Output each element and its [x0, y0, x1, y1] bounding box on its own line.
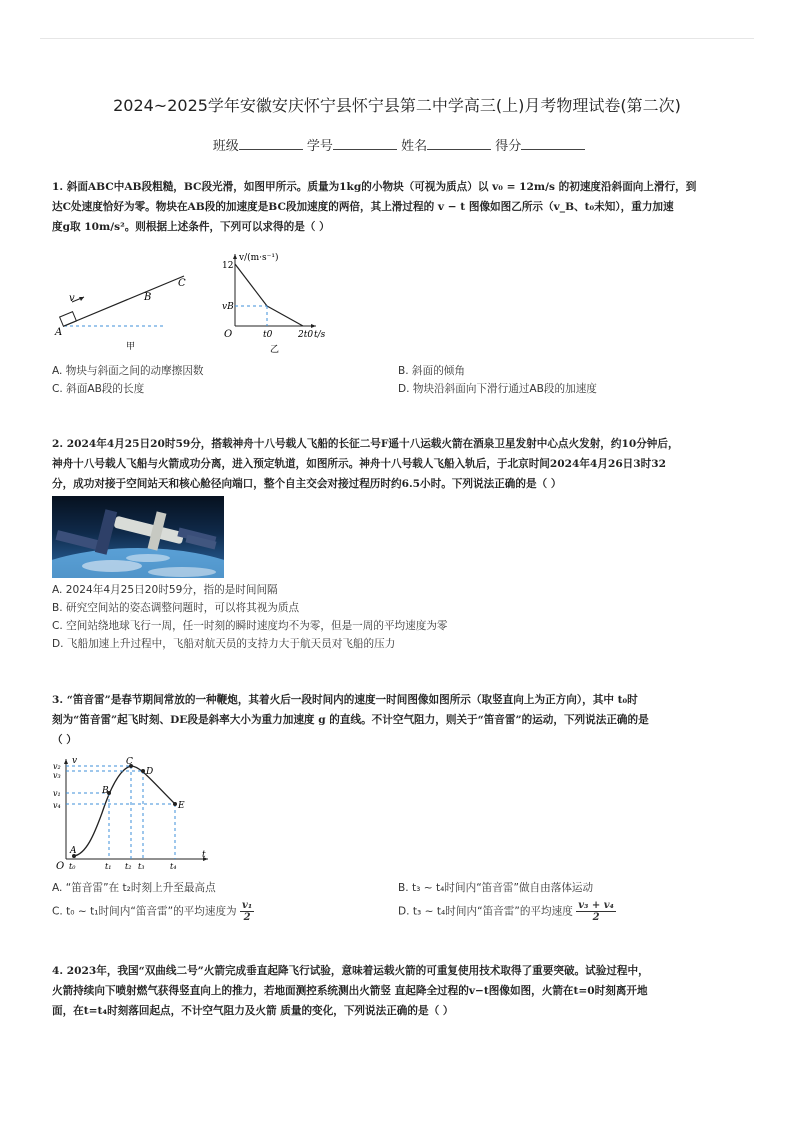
q4-line3: 面，在t=t₄时刻落回起点，不计空气阻力及火箭 质量的变化，下列说法正确的是（ ） [52, 1005, 454, 1017]
jia-label-B: B [144, 292, 152, 303]
figure-yi-vt-graph [222, 252, 326, 355]
q4-line1: 4. 2023年，我国“双曲线二号”火箭完成垂直起降飞行试验，意味着运载火箭的可重复使用技术取得了重要突破。试验过程中， [52, 965, 649, 977]
q3-line2: 刻为“笛音雷”起飞时刻、DE段是斜率大小为重力加速度 g 的直线。不计空气阻力，则关于“笛音雷”的运动，下列说法正确的是 [52, 714, 649, 726]
space-station-photo [52, 496, 224, 578]
q3-line3: （ ） [52, 734, 77, 746]
q2-line1: 2. 2024年4月25日20时59分，搭载神舟十八号载人飞船的长征二号F遥十八运载火箭在酒泉卫星发射中心点火发射，约10分钟后， [52, 438, 679, 450]
yi-tick-t0: t0 [263, 330, 273, 340]
q2-option-b[interactable]: B. 研究空间站的姿态调整问题时，可以将其视为质点 [52, 602, 300, 614]
q2-stem [52, 434, 744, 494]
yi-xlabel: t/s [314, 330, 326, 340]
yi-ylabel: v/(m·s⁻¹) [239, 253, 279, 263]
q2-line2: 神舟十八号载人飞船与火箭成功分离，进入预定轨道，如图所示。神舟十八号载人飞船入轨后，于北京时间2024年4月26日3时32 [52, 458, 666, 470]
yi-caption: 乙 [270, 345, 280, 355]
yi-tick-12: 12 [222, 261, 234, 271]
q3-option-d-text: D. t₃ ~ t₄时间内“笛音雷”的平均速度 [398, 905, 577, 918]
q1-figures [52, 246, 352, 360]
score-field[interactable] [521, 137, 585, 150]
q3-tick-v4: v₄ [53, 801, 61, 810]
q3-option-d[interactable] [398, 900, 616, 923]
q3-option-d-denominator: 2 [592, 912, 600, 923]
q1-option-a[interactable]: A. 物块与斜面之间的动摩擦因数 [52, 365, 204, 377]
header-rule [40, 38, 754, 39]
q3-point-E: E [178, 801, 185, 811]
q1-option-c[interactable]: C. 斜面AB段的长度 [52, 383, 145, 395]
q3-option-c-numerator: v₁ [242, 900, 253, 911]
q3-option-d-numerator: v₃ + v₄ [578, 900, 614, 911]
q1-line2: 达C处速度恰好为零。物块在AB段的加速度是BC段加速度的两倍，其上滑过程的 v − t 图像如图乙所示（v_B、t₀未知），重力加速 [52, 201, 674, 213]
q1-option-b[interactable]: B. 斜面的倾角 [398, 365, 465, 377]
jia-caption: 甲 [126, 342, 136, 352]
q3-vt-graph [52, 755, 217, 877]
q3-point-D: D [146, 767, 154, 777]
class-field[interactable] [239, 137, 303, 150]
jia-label-v: v [69, 293, 75, 304]
q3-option-d-fraction [576, 900, 616, 923]
yi-tick-vB: vB [222, 302, 234, 312]
q1-line1: 1. 斜面ABC中AB段粗糙，BC段光滑，如图甲所示。质量为1kg的小物块（可视为质点）以 v₀ = 12m/s 的初速度沿斜面向上滑行，到 [52, 181, 697, 193]
q3-tick-t3: t₃ [138, 862, 145, 871]
q3-tick-t2: t₂ [125, 862, 132, 871]
q1-stem [52, 177, 744, 237]
yi-origin: O [224, 329, 233, 340]
q3-tick-v3: v₃ [53, 771, 61, 780]
q3-point-A: A [70, 846, 77, 856]
q4-stem [52, 961, 744, 1021]
score-label: 得分 [495, 139, 522, 154]
class-label: 班级 [212, 139, 239, 154]
q3-tick-v1: v₁ [53, 789, 61, 798]
q3-option-b[interactable]: B. t₃ ~ t₄时间内“笛音雷”做自由落体运动 [398, 882, 594, 894]
q2-option-d[interactable]: D. 飞船加速上升过程中，飞船对航天员的支持力大于航天员对飞船的压力 [52, 638, 396, 650]
student-info-line [0, 135, 794, 154]
q2-line3: 分，成功对接于空间站天和核心舱径向端口，整个自主交会对接过程历时约6.5小时。下列说法正确的是（ ） [52, 478, 562, 490]
q3-line1: 3. “笛音雷”是春节期间常放的一种鞭炮，其着火后一段时间内的速度一时间图像如图所示（取竖直向上为正方向），其中 t₀时 [52, 694, 638, 706]
q3-stem [52, 690, 744, 750]
q3-point-C: C [126, 757, 133, 767]
q3-option-c-denominator: 2 [243, 912, 251, 923]
q3-tick-t1: t₁ [105, 862, 112, 871]
q3-tick-v2: v₂ [53, 762, 61, 771]
q3-point-B: B [102, 786, 109, 796]
q3-option-c-fraction [240, 900, 254, 923]
figure-jia-incline [54, 276, 186, 352]
jia-label-A: A [55, 327, 63, 338]
q4-line2: 火箭持续向下喷射燃气获得竖直向上的推力，若地面测控系统测出火箭竖 直起降全过程的v−t图像如图，火箭在t=0时刻离开地 [52, 985, 648, 997]
q3-option-c-text: C. t₀ ~ t₁时间内“笛音雷”的平均速度为 [52, 905, 241, 918]
q3-tick-t4: t₄ [170, 862, 177, 871]
q3-tick-t0: t₀ [69, 862, 76, 871]
q2-option-a[interactable]: A. 2024年4月25日20时59分，指的是时间间隔 [52, 584, 278, 596]
q3-origin: O [56, 861, 65, 872]
name-field[interactable] [427, 137, 491, 150]
number-field[interactable] [333, 137, 397, 150]
q2-option-c[interactable]: C. 空间站绕地球飞行一周，任一时刻的瞬时速度均不为零，但是一周的平均速度为零 [52, 620, 448, 632]
q1-option-d[interactable]: D. 物块沿斜面向下滑行通过AB段的加速度 [398, 383, 597, 395]
q3-ylabel: v [72, 756, 78, 766]
exam-title: 2024~2025学年安徽安庆怀宁县怀宁县第二中学高三(上)月考物理试卷(第二次) [113, 96, 681, 115]
q1-line3: 度g取 10m/s²。则根据上述条件，下列可以求得的是（ ） [52, 221, 330, 233]
yi-tick-2t0: 2t0 [298, 330, 314, 340]
name-label: 姓名 [401, 139, 428, 154]
q3-option-c[interactable] [52, 900, 254, 923]
q3-xlabel: t [202, 850, 206, 860]
jia-label-C: C [178, 278, 186, 289]
q3-option-a[interactable]: A. “笛音雷”在 t₂时刻上升至最高点 [52, 882, 216, 894]
number-label: 学号 [306, 139, 333, 154]
